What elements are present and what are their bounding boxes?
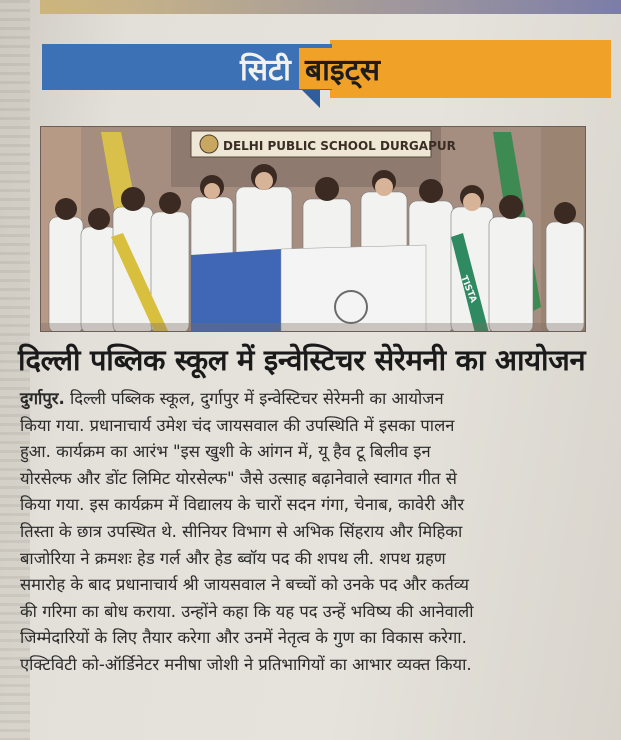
- body-line: किया गया. इस कार्यक्रम में विद्यालय के चारों सदन गंगा, चेनाब, कावेरी और: [20, 495, 465, 515]
- body-line: की गरिमा का बोध कराया. उन्होंने कहा कि यह पद उन्हें भविष्य की आनेवाली: [20, 601, 474, 621]
- photo-sash-text: TISTA: [458, 274, 479, 305]
- body-line-text: दिल्ली पब्लिक स्कूल, दुर्गापुर में इन्वेस्टिचर सेरेमनी का आयोजन: [64, 389, 444, 408]
- body-line: योरसेल्फ और डोंट लिमिट योरसेल्फ" जैसे उत्साह बढ़ानेवाले स्वागत गीत से: [20, 468, 457, 488]
- photo-illustration: [41, 127, 586, 332]
- body-line: एक्टिविटी को-ऑर्डिनेटर मनीषा जोशी ने प्रतिभागियों का आभार व्यक्त किया.: [20, 654, 472, 674]
- body-line: हुआ. कार्यक्रम का आरंभ "इस खुशी के आंगन में, यू हैव टू बिलीव इन: [20, 442, 431, 462]
- dateline: दुर्गापुर.: [20, 389, 65, 408]
- section-title-part2: बाइट्स: [299, 48, 386, 89]
- news-photo: [40, 126, 586, 332]
- body-line: किया गया. प्रधानाचार्य उमेश चंद जायसवाल की उपस्थिति में इसका पालन: [20, 415, 455, 435]
- top-color-strip: [40, 0, 621, 14]
- body-line: तिस्ता के छात्र उपस्थित थे. सीनियर विभाग से अभिक सिंहराय और मिहिका: [20, 521, 463, 541]
- photo-banner-text: DELHI PUBLIC SCHOOL DURGAPUR: [223, 139, 456, 153]
- body-line: बाजोरिया ने क्रमशः हेड गर्ल और हेड ब्वॉय पद की शपथ ली. शपथ ग्रहण: [20, 548, 446, 568]
- article-body: [20, 386, 605, 679]
- section-title: [240, 46, 386, 90]
- header-band-tail: [302, 90, 320, 108]
- body-line: जिम्मेदारियों के लिए तैयार करेगा और उनमें नेतृत्व के गुण का विकास करेगा.: [20, 628, 467, 648]
- section-title-part1: सिटी: [240, 52, 291, 88]
- body-line: [20, 386, 605, 413]
- article-headline: दिल्ली पब्लिक स्कूल में इन्वेस्टिचर सेरेमनी का आयोजन: [18, 343, 586, 377]
- body-line: समारोह के बाद प्रधानाचार्य श्री जायसवाल ने बच्चों को उनके पद और कर्तव्य: [20, 575, 469, 595]
